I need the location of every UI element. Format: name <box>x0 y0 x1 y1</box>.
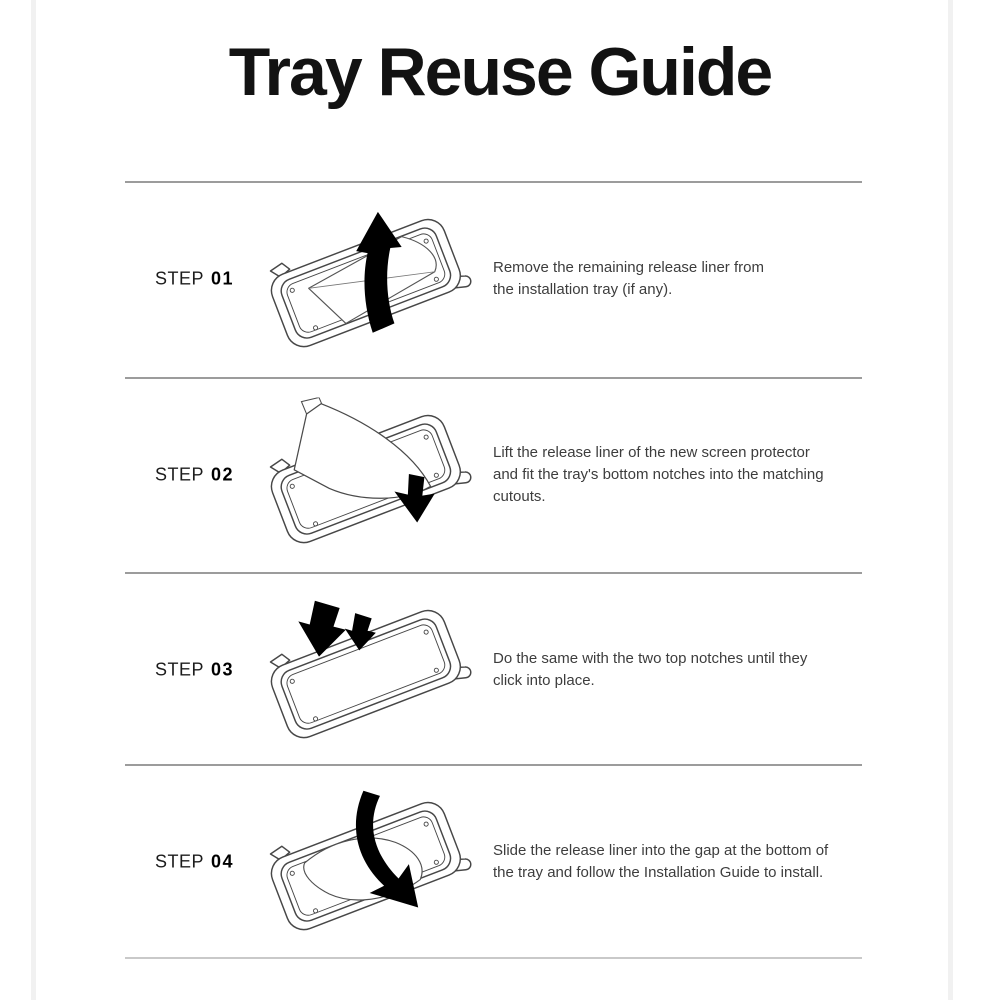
step-3-illustration <box>253 593 478 748</box>
tray-illustration <box>253 398 478 553</box>
step-number: 02 <box>211 464 235 485</box>
description-line: the installation tray (if any). <box>493 281 673 298</box>
description-line: and fit the tray's bottom notches into the matching <box>493 466 824 483</box>
page-edge-left <box>31 0 36 1000</box>
page-edge-right <box>948 0 953 1000</box>
page-title: Tray Reuse Guide <box>228 34 772 110</box>
step-1-illustration <box>253 202 478 357</box>
description-line: the tray and follow the Installation Guide to install. <box>493 864 824 881</box>
step-3-description <box>493 648 807 692</box>
step-4-illustration <box>253 785 478 940</box>
step-2-illustration <box>253 398 478 553</box>
step-label-4 <box>155 852 234 873</box>
step-word: STEP <box>155 464 205 485</box>
description-line: click into place. <box>493 672 595 689</box>
step-label-1 <box>155 269 234 290</box>
step-number: 01 <box>211 268 235 289</box>
step-row-4 <box>125 766 862 958</box>
step-word: STEP <box>155 268 205 289</box>
step-1-description <box>493 257 764 301</box>
step-word: STEP <box>155 851 205 872</box>
description-line: Do the same with the two top notches until they <box>493 650 808 667</box>
step-number: 03 <box>211 659 235 680</box>
tray-illustration <box>253 785 478 940</box>
description-line: cutouts. <box>493 488 546 505</box>
tray-illustration <box>253 202 478 357</box>
installation-tray-icon <box>263 593 473 744</box>
step-row-2 <box>125 379 862 571</box>
step-number: 04 <box>211 851 235 872</box>
tray-illustration <box>253 593 478 748</box>
description-line: Remove the remaining release liner from <box>493 259 764 276</box>
step-4-description <box>493 840 828 884</box>
step-2-description <box>493 442 824 508</box>
step-label-2 <box>155 465 234 486</box>
description-line: Slide the release liner into the gap at the bottom of <box>493 842 829 859</box>
step-row-3 <box>125 574 862 766</box>
description-line: Lift the release liner of the new screen protector <box>493 444 810 461</box>
step-word: STEP <box>155 659 205 680</box>
step-row-1 <box>125 183 862 375</box>
step-label-3 <box>155 660 234 681</box>
